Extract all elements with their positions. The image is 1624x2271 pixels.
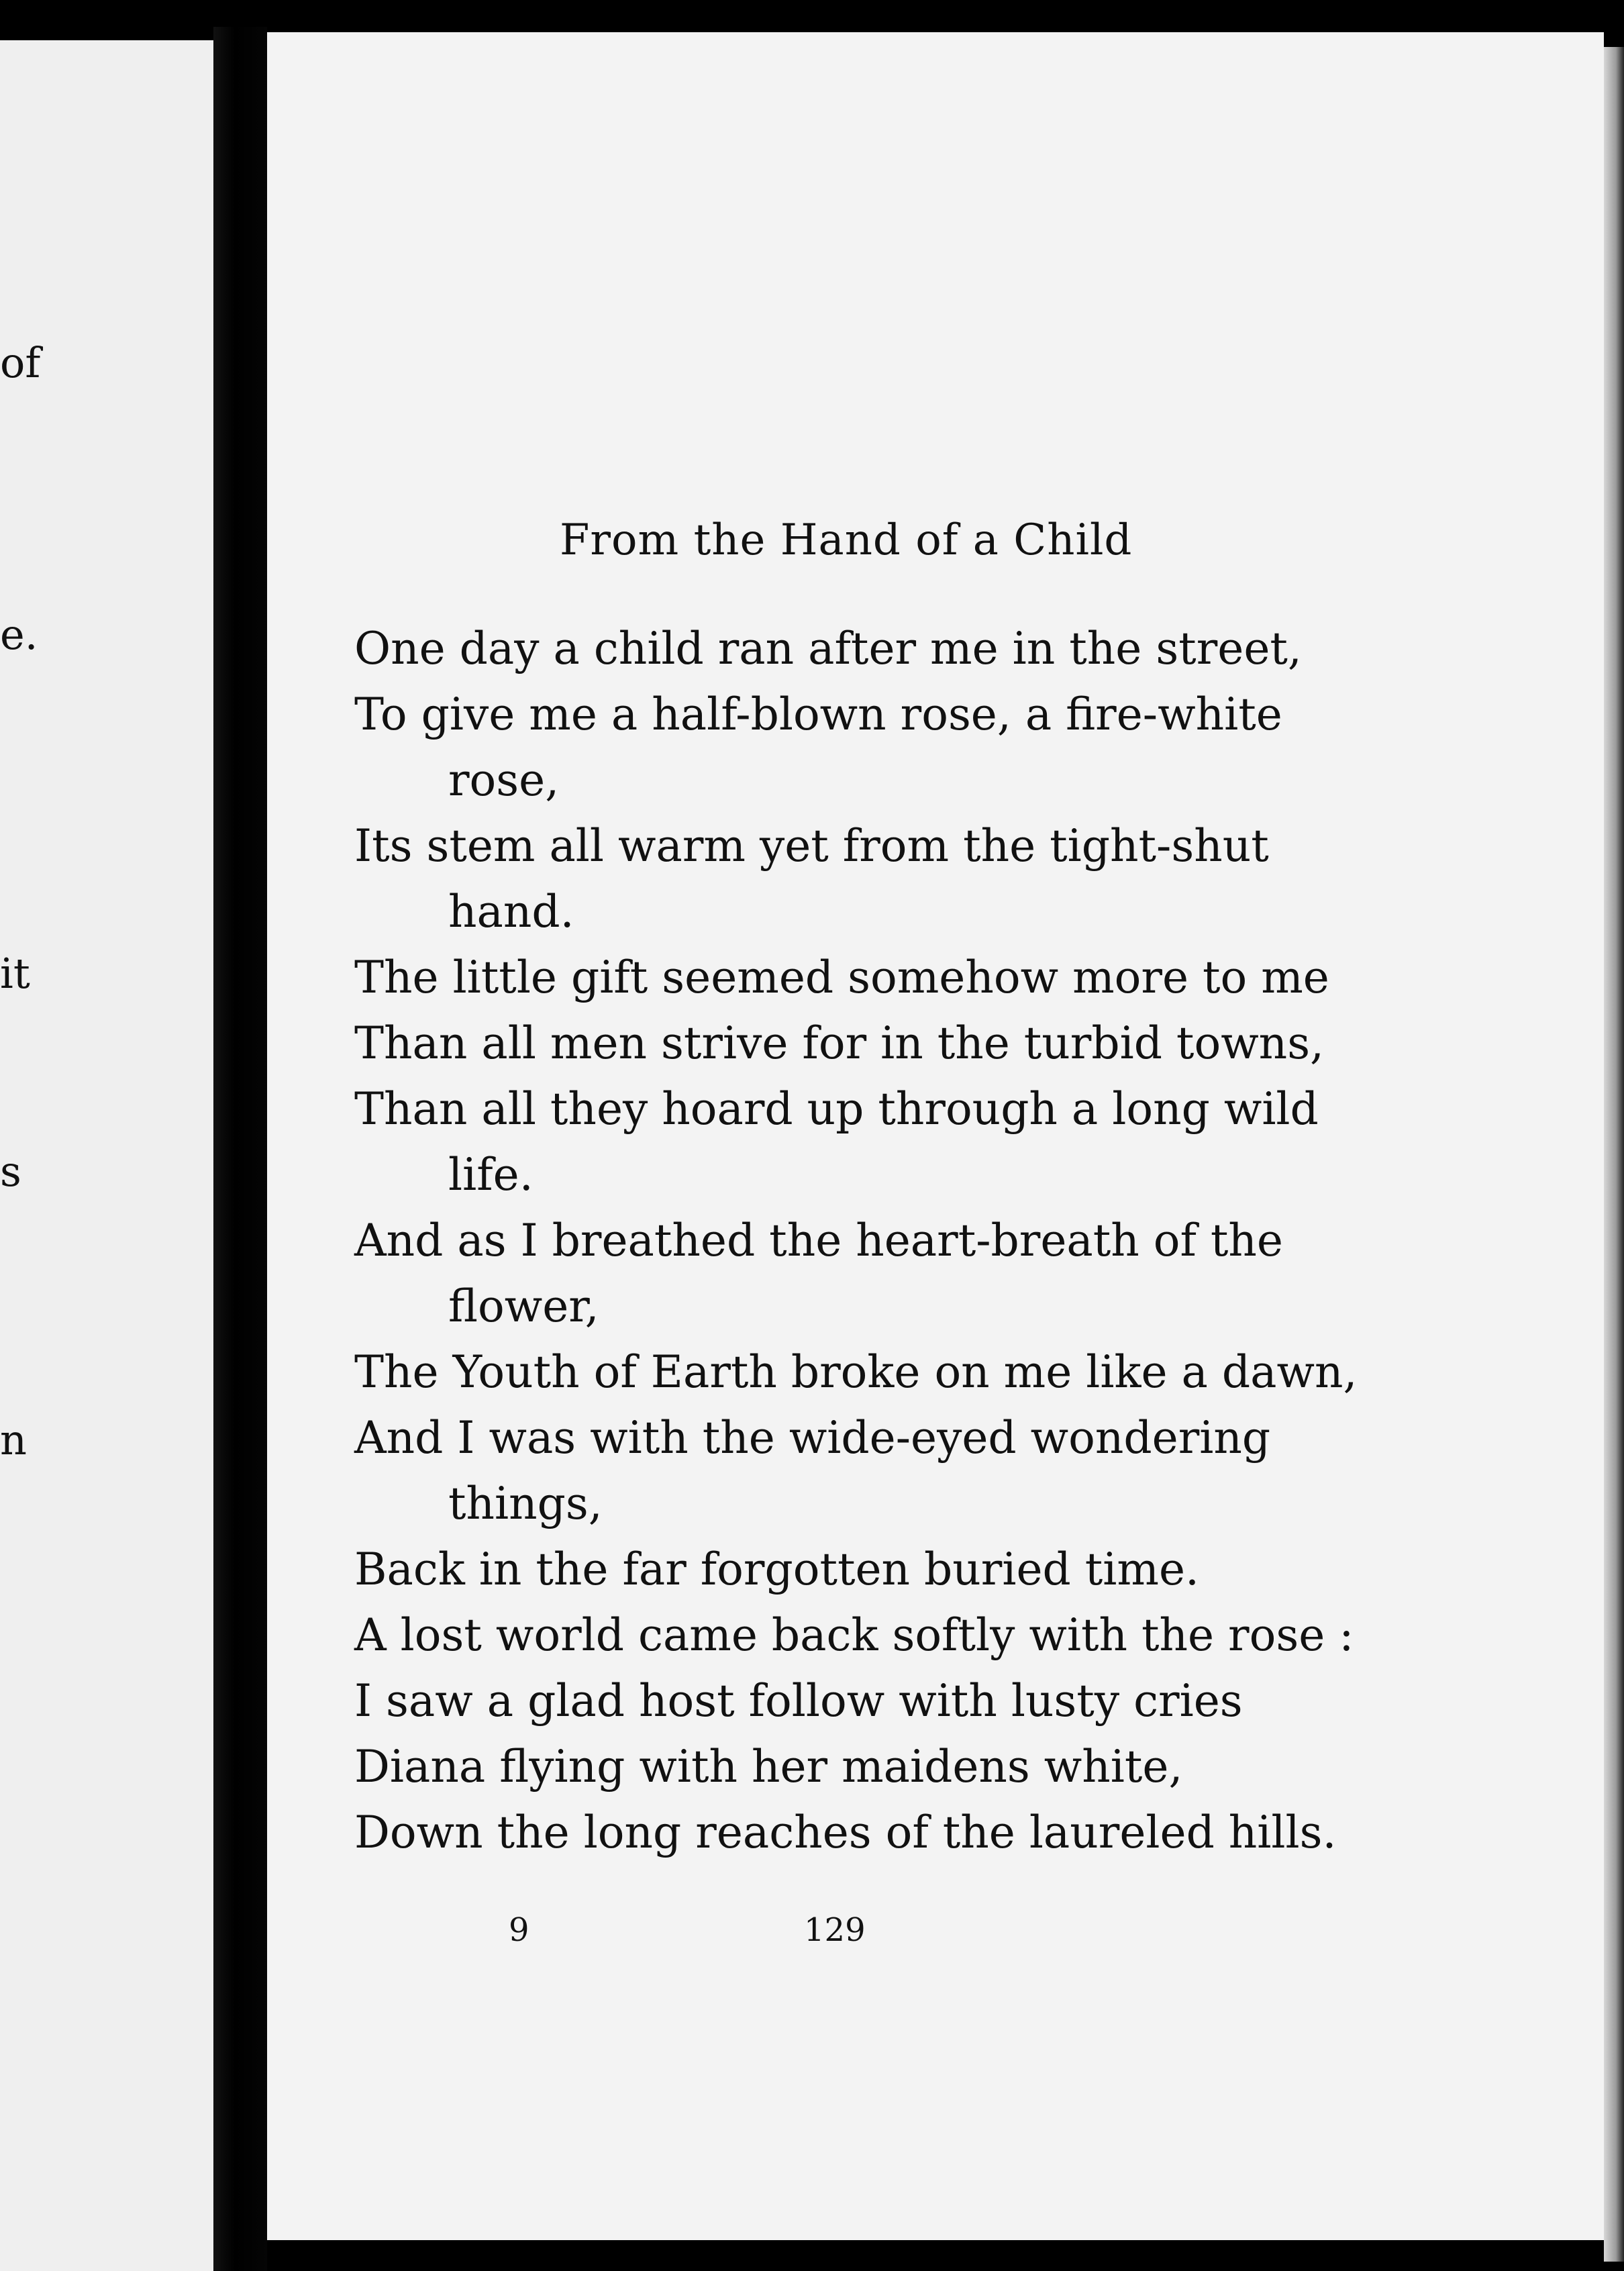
signature-mark: 9	[509, 1911, 529, 1949]
left-page-fragment: it	[0, 949, 30, 998]
poem-line: I saw a glad host follow with lusty cries	[354, 1675, 1243, 1727]
poem-line: things,	[448, 1478, 603, 1529]
poem-body	[354, 616, 1535, 1866]
page-number: 129	[804, 1911, 866, 1949]
poem-line: One day a child ran after me in the street,	[354, 623, 1302, 674]
left-page-fragment: e.	[0, 610, 38, 659]
poem-line: Down the long reaches of the laureled hills.	[354, 1807, 1337, 1858]
poem-line: And I was with the wide-eyed wondering	[354, 1412, 1271, 1464]
poem-line: A lost world came back softly with the rose :	[354, 1609, 1354, 1661]
right-page	[267, 32, 1604, 2240]
poem-line: Than all they hoard up through a long wild	[354, 1083, 1319, 1135]
left-page-fragment: s	[0, 1147, 21, 1196]
poem-line: flower,	[448, 1280, 599, 1332]
page-edge	[1604, 47, 1624, 2262]
left-page-fragment: n	[0, 1415, 27, 1464]
poem-line: The little gift seemed somehow more to me	[354, 952, 1329, 1003]
poem-line: To give me a half-blown rose, a fire-white	[354, 689, 1282, 740]
poem-line: Back in the far forgotten buried time.	[354, 1544, 1199, 1595]
poem-line: Than all men strive for in the turbid towns,	[354, 1017, 1325, 1069]
poem-line: The Youth of Earth broke on me like a dawn,	[354, 1346, 1358, 1398]
left-page	[0, 40, 213, 2271]
poem-line: hand.	[448, 886, 574, 938]
poem-line: life.	[448, 1149, 534, 1201]
poem-line: Its stem all warm yet from the tight-shut	[354, 820, 1269, 872]
poem-line: Diana flying with her maidens white,	[354, 1741, 1183, 1793]
book-gutter	[213, 27, 267, 2271]
poem-line: And as I breathed the heart-breath of the	[354, 1215, 1283, 1266]
left-page-fragment: of	[0, 338, 41, 387]
poem-line: rose,	[448, 754, 560, 806]
poem-title: From the Hand of a Child	[560, 515, 1133, 565]
